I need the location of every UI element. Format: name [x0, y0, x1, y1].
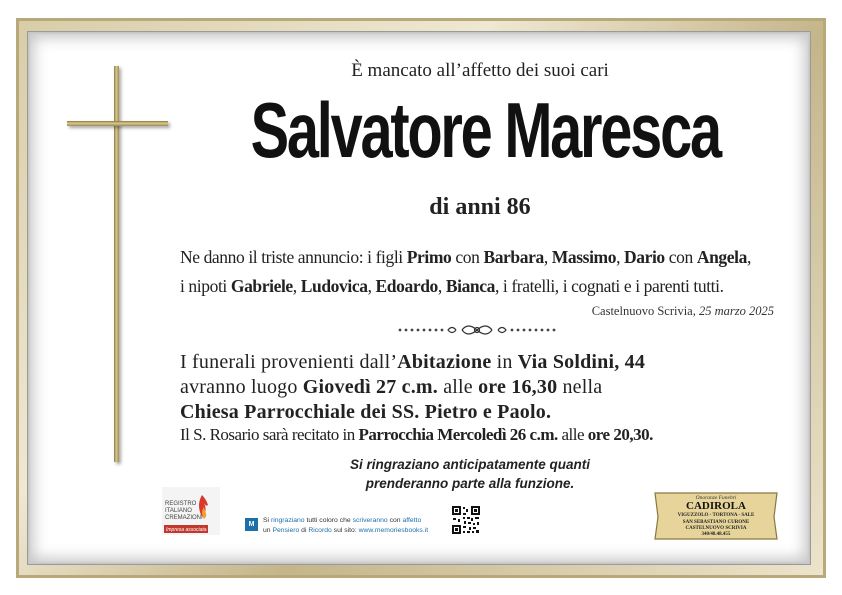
rosary-line: Il S. Rosario sarà recitato in Parrocchia Mercoledì 26 c.m. alle ore 20,30. — [180, 425, 653, 444]
funeral-line-1: I funerali provenienti dall’Abitazione in Via Soldini, 44 — [180, 351, 646, 373]
announcement-line-2: i nipoti Gabriele, Ludovica, Edoardo, Bianca, i fratelli, i cognati e i parenti tutti. — [180, 276, 724, 296]
registro-tag: Impresa associata — [166, 527, 207, 533]
funeral-details — [180, 350, 790, 425]
agency-line-2: SAN SEBASTIANO CURONE — [682, 520, 750, 525]
agency-logo-cadirola — [651, 491, 781, 541]
agency-line-3: CASTELNUOVO SCRIVIA — [685, 526, 747, 531]
agency-phone: 340/48.48.455 — [701, 532, 731, 537]
ornament-divider-icon — [396, 321, 558, 339]
announcement — [180, 243, 780, 301]
qr-code-icon[interactable] — [451, 505, 481, 535]
memoriesbooks-note — [245, 516, 445, 536]
funeral-line-3: Chiesa Parrocchiale dei SS. Pietro e Paolo. — [180, 401, 552, 423]
deceased-name: Salvatore Maresca — [250, 86, 720, 174]
agency-name: CADIROLA — [686, 500, 746, 512]
cross-icon-horizontal — [67, 121, 168, 126]
deceased-age: di anni 86 — [429, 194, 531, 220]
intro-line: È mancato all’affetto dei suoi cari — [351, 60, 609, 81]
footer-line-1: Si ringraziano tutti coloro che scriveranno con affetto — [263, 517, 422, 524]
thanks-line-1: Si ringraziano anticipatamente quanti — [349, 457, 591, 472]
thanks-line-2: prenderanno parte alla funzione. — [365, 476, 575, 491]
registro-line-2: ITALIANO — [165, 508, 192, 514]
funeral-line-2: avranno luogo Giovedì 27 c.m. alle ore 16,30 nella — [180, 376, 603, 398]
announcement-line-1: Ne danno il triste annuncio: i figli Primo con Barbara, Massimo, Dario con Angela, — [180, 247, 751, 267]
place-date: Castelnuovo Scrivia, 25 marzo 2025 — [591, 304, 774, 318]
registro-line-3: CREMAZIONI — [165, 515, 203, 521]
footer-line-2: un Pensiero di Ricordo sul sito: www.memoriesbooks.it — [263, 527, 429, 534]
registro-cremazioni-logo — [162, 487, 220, 535]
memoriesbooks-link[interactable]: www.memoriesbooks.it — [358, 527, 429, 534]
memoriesbooks-icon: M — [245, 518, 258, 531]
agency-pre: Onoranze Funebri — [695, 495, 737, 501]
registro-line-1: REGISTRO — [165, 501, 197, 507]
agency-line-1: VIGUZZOLO - TORTONA - SALE — [677, 513, 755, 518]
thanks-message — [260, 455, 680, 493]
